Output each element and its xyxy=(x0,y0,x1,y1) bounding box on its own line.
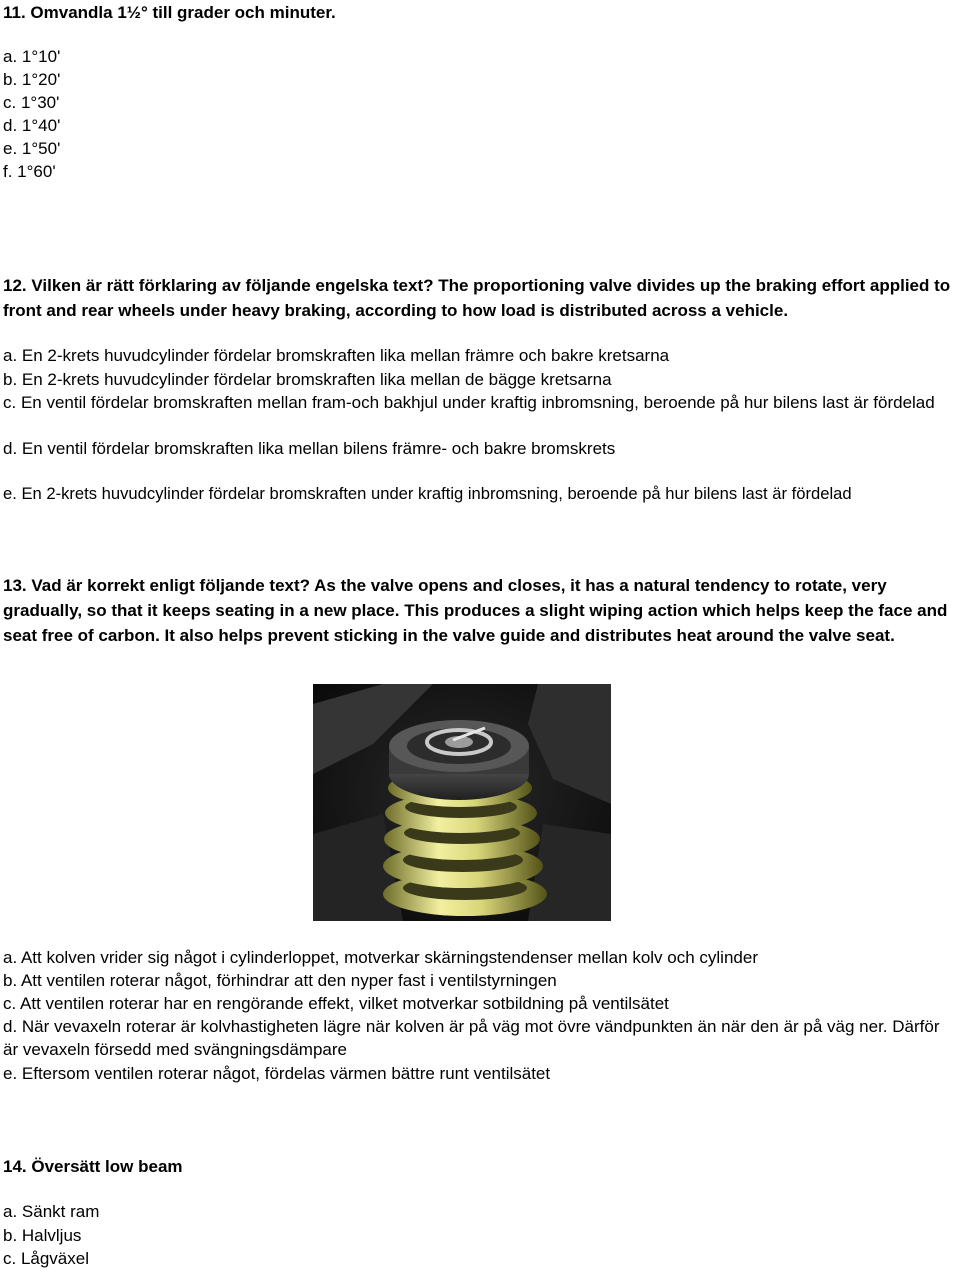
question-11-title: 11. Omvandla 1½° till grader och minuter. xyxy=(3,3,336,22)
valve-spring-image xyxy=(313,684,611,921)
q13-option-c: c. Att ventilen roterar har en rengörande effekt, vilket motverkar sotbildning på ventilsätet xyxy=(3,994,669,1013)
q13-option-b: b. Att ventilen roterar något, förhindrar att den nyper fast i ventilstyrningen xyxy=(3,971,557,990)
question-13-title: 13. Vad är korrekt enligt följande text? As the valve opens and closes, it has a natural tendency to rotate, very gradually, so that it keeps seating in a new place. This produces a slight wiping action which helps keep the face and seat free of carbon. It also helps prevent sticking in the valve guide and distributes heat around the valve seat. xyxy=(3,576,948,645)
q13-option-e: e. Eftersom ventilen roterar något, fördelas värmen bättre runt ventilsätet xyxy=(3,1064,551,1083)
q14-option-c: c. Lågväxel xyxy=(3,1249,89,1268)
q12-option-e: e. En 2-krets huvudcylinder fördelar bromskraften under kraftig inbromsning, beroende på hur bilens last är fördelad xyxy=(3,484,852,503)
q12-option-b: b. En 2-krets huvudcylinder fördelar bromskraften lika mellan de bägge kretsarna xyxy=(3,370,612,389)
q14-option-a: a. Sänkt ram xyxy=(3,1202,100,1221)
question-14-title: 14. Översätt low beam xyxy=(3,1157,183,1176)
q11-option-e: e. 1°50' xyxy=(3,139,61,158)
q12-option-d: d. En ventil fördelar bromskraften lika mellan bilens främre- och bakre bromskrets xyxy=(3,439,616,458)
q13-option-a: a. Att kolven vrider sig något i cylinderloppet, motverkar skärningstendenser mellan kolv och cylinder xyxy=(3,948,758,967)
q11-option-a: a. 1°10' xyxy=(3,47,61,66)
question-12-title: 12. Vilken är rätt förklaring av följande engelska text? The proportioning valve divides up the braking effort applied to front and rear wheels under heavy braking, according to how load is distributed across a vehicle. xyxy=(3,276,951,320)
q13-option-d: d. När vevaxeln roterar är kolvhastigheten lägre när kolven är på väg mot övre vändpunkten än när den är på väg ner. Därför är vevaxeln försedd med svängningsdämpare xyxy=(3,1017,940,1059)
q12-option-c: c. En ventil fördelar bromskraften mellan fram-och bakhjul under kraftig inbromsning, beroende på hur bilens last är fördelad xyxy=(3,393,935,412)
valve-spring-photo xyxy=(313,684,611,921)
q11-option-f: f. 1°60' xyxy=(3,162,56,181)
q11-option-b: b. 1°20' xyxy=(3,70,61,89)
q11-option-c: c. 1°30' xyxy=(3,93,60,112)
q11-option-d: d. 1°40' xyxy=(3,116,61,135)
q14-option-b: b. Halvljus xyxy=(3,1226,82,1245)
q12-option-a: a. En 2-krets huvudcylinder fördelar bromskraften lika mellan främre och bakre kretsarna xyxy=(3,346,670,365)
